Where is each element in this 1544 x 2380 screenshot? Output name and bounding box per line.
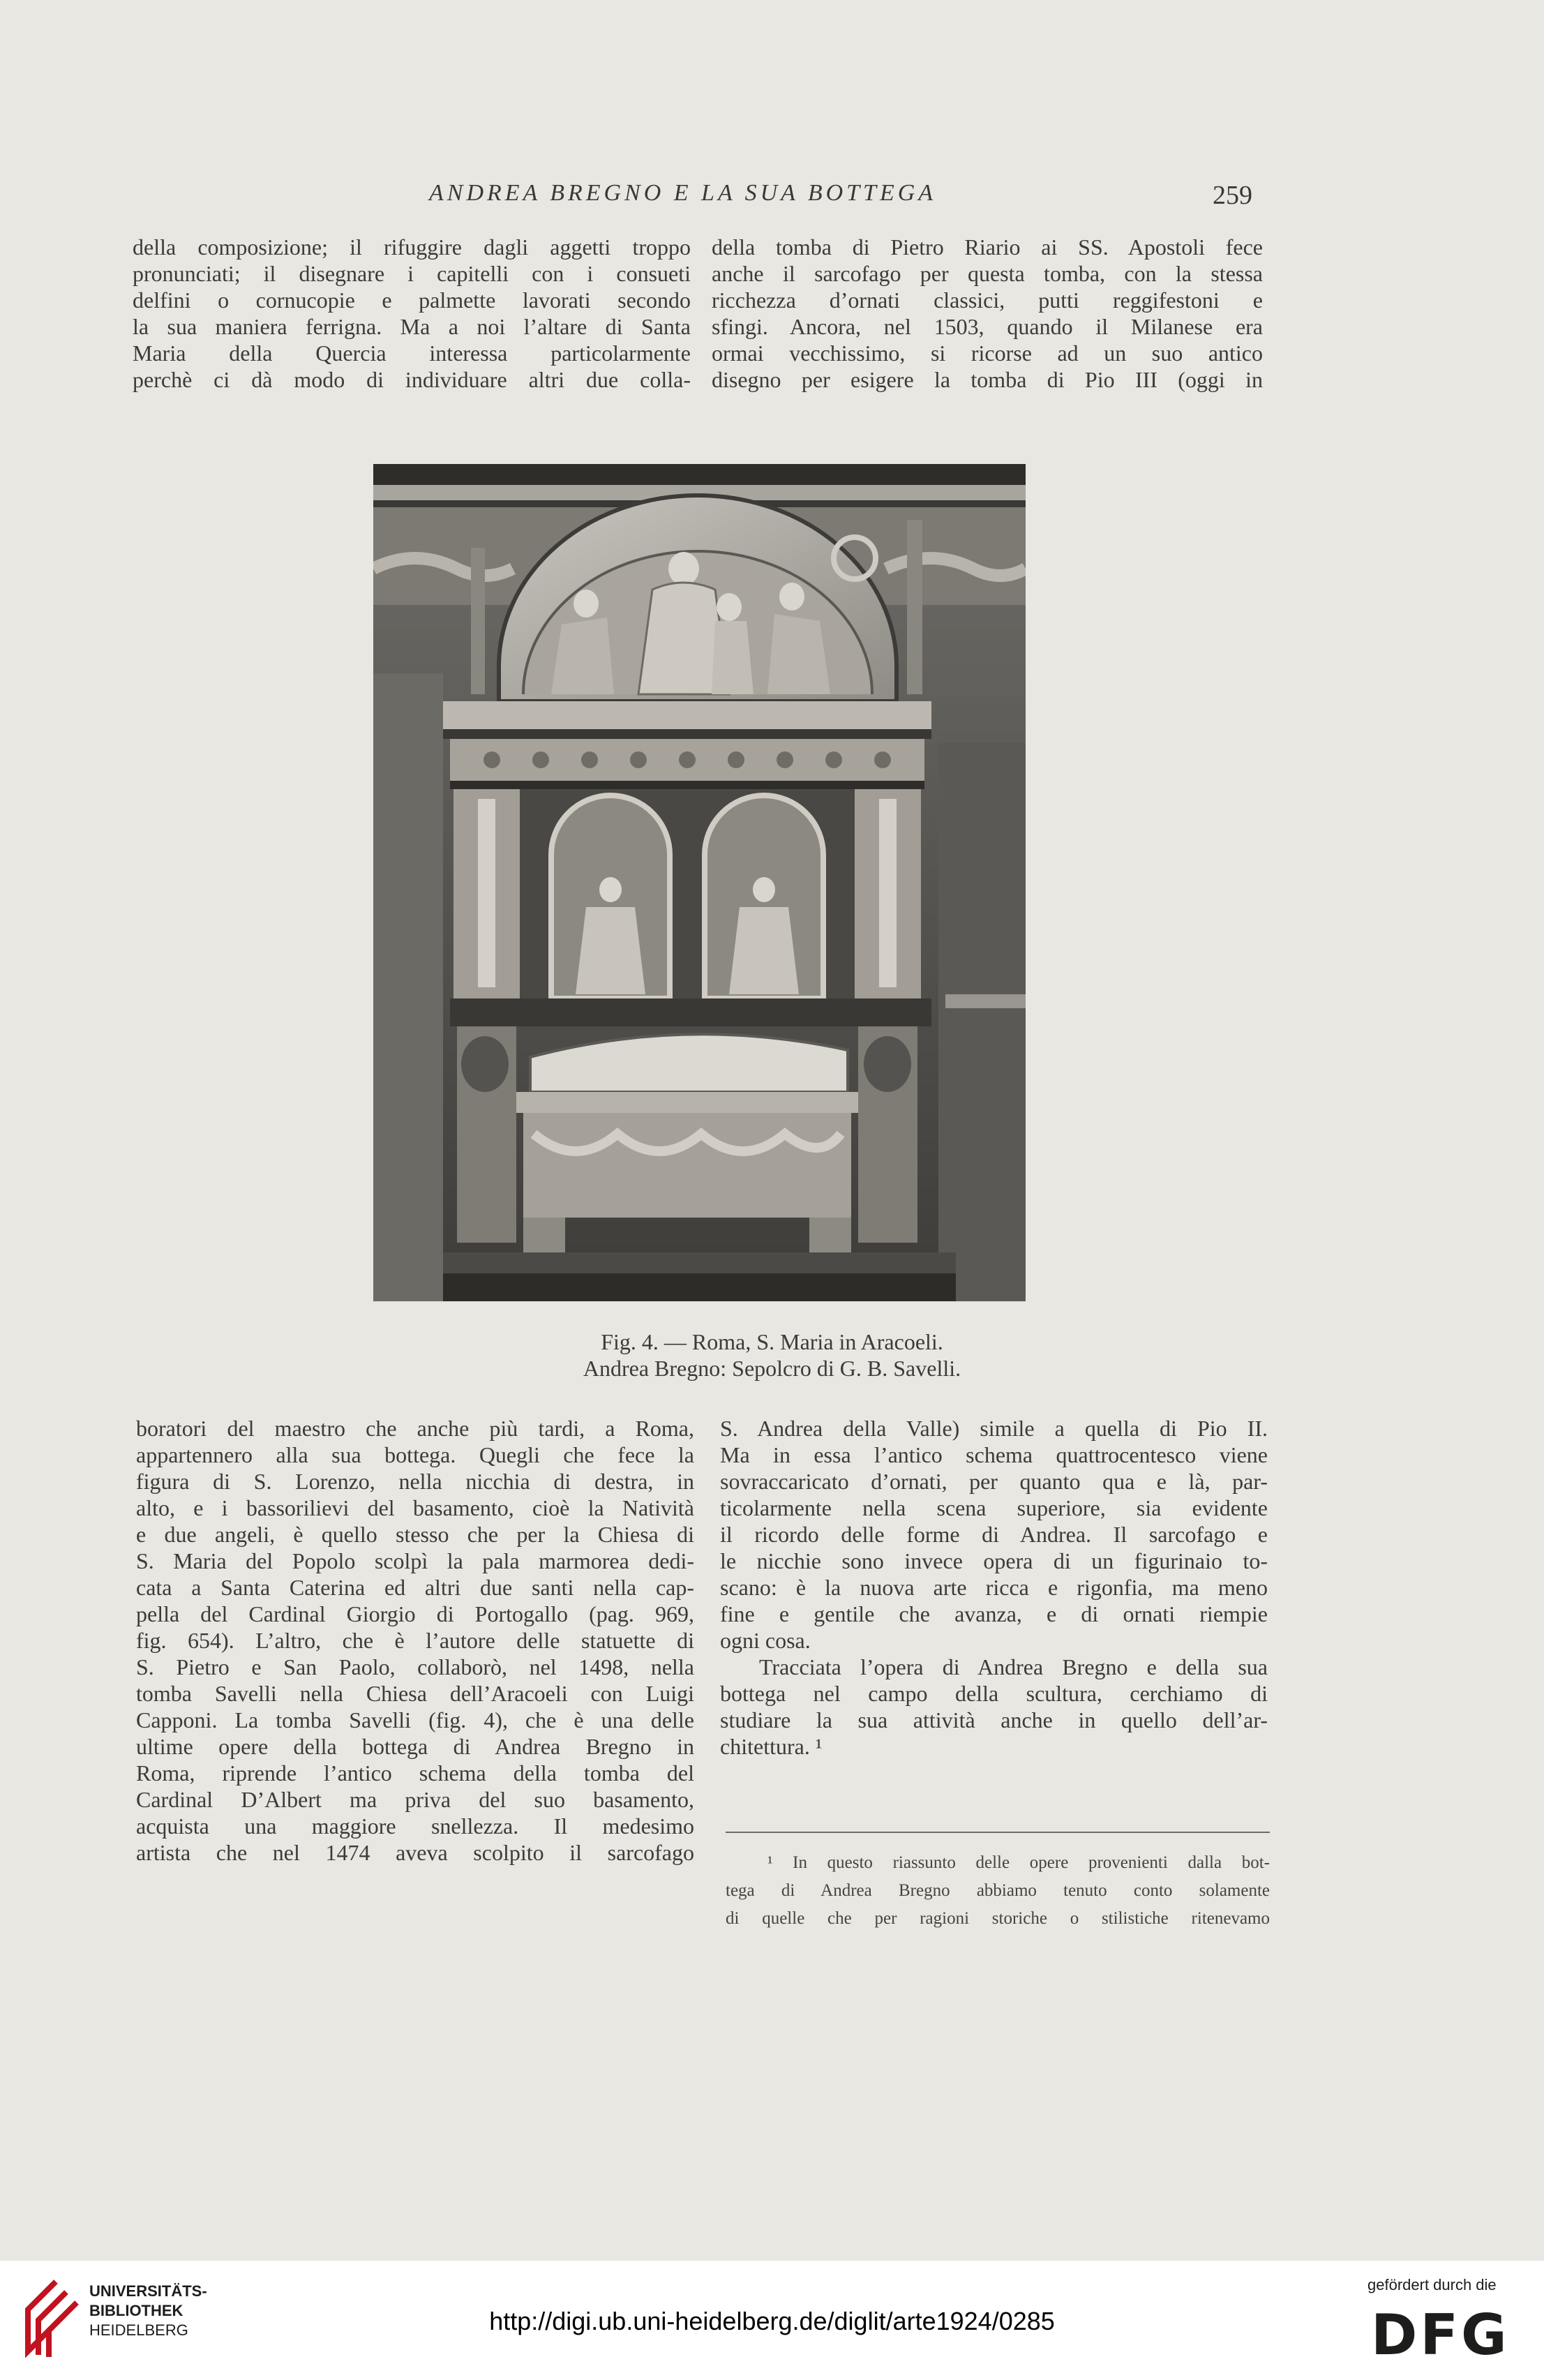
page-number: 259 <box>1213 181 1252 210</box>
text-line: boratori del maestro che anche più tardi, a Roma, <box>136 1416 694 1441</box>
text-line: ultime opere della bottega di Andrea Bregno in <box>136 1734 694 1759</box>
text-line: la sua maniera ferrigna. Ma a noi l’altare di Santa <box>133 314 691 339</box>
text-line: bottega nel campo della scultura, cerchiamo di <box>720 1681 1268 1706</box>
text-line: Tracciata l’opera di Andrea Bregno e della sua <box>759 1654 1268 1679</box>
dfg-logo: DFG <box>1371 2303 1510 2367</box>
text-line: il ricordo delle forme di Andrea. Il sarcofago e <box>720 1522 1268 1547</box>
text-line: cata a Santa Caterina ed altri due santi nella cap- <box>136 1575 694 1600</box>
text-line: sovraccaricato d’ornati, per quanto qua e là, par- <box>720 1469 1268 1494</box>
tomb-photograph-image <box>373 464 1026 1301</box>
text-line: Cardinal D’Albert ma priva del suo basamento, <box>136 1787 694 1812</box>
funder-label: gefördert durch die <box>1367 2276 1497 2293</box>
text-line: artista che nel 1474 aveva scolpito il sarcofago <box>136 1840 694 1865</box>
text-line: chitettura. ¹ <box>720 1734 823 1759</box>
text-column-top-left <box>133 234 691 393</box>
permalink-url[interactable]: http://digi.ub.uni-heidelberg.de/diglit/arte1924/0285 <box>489 2307 1055 2335</box>
text-line: della tomba di Pietro Riario ai SS. Apostoli fece <box>712 234 1263 260</box>
text-line: scano: è la nuova arte ricca e rigonfia, ma meno <box>720 1575 1268 1600</box>
text-line: Roma, riprende l’antico schema della tomba del <box>136 1760 694 1786</box>
running-title: ANDREA BREGNO E LA SUA BOTTEGA <box>429 180 937 206</box>
text-line: appartennero alla sua bottega. Quegli che fece la <box>136 1442 694 1467</box>
text-line: e due angeli, è quello stesso che per la Chiesa di <box>136 1522 694 1547</box>
text-line: anche il sarcofago per questa tomba, con la stessa <box>712 261 1263 286</box>
text-line: della composizione; il rifuggire dagli aggetti troppo <box>133 234 691 260</box>
text-line: studiare la sua attività anche in quello dell’ar- <box>720 1707 1268 1732</box>
text-line: Capponi. La tomba Savelli (fig. 4), che è una delle <box>136 1707 694 1732</box>
text-line: delfini o cornucopie e palmette lavorati secondo <box>133 287 691 313</box>
text-line: ogni cosa. <box>720 1628 811 1653</box>
footnote-line: ¹ In questo riassunto delle opere provenienti dalla bot- <box>767 1853 1270 1872</box>
text-line: ormai vecchissimo, si ricorse ad un suo antico <box>712 340 1263 366</box>
library-name-line-2: BIBLIOTHEK <box>89 2302 183 2319</box>
figure-caption-line-1: Fig. 4. — Roma, S. Maria in Aracoeli. <box>601 1329 943 1354</box>
text-line: le nicchie sono invece opera di un figurinaio to- <box>720 1548 1268 1573</box>
text-line: Maria della Quercia interessa particolarmente <box>133 340 691 366</box>
text-column-top-right <box>712 234 1263 393</box>
text-line: disegno per esigere la tomba di Pio III (oggi in <box>712 367 1263 392</box>
text-line: acquista una maggiore snellezza. Il medesimo <box>136 1813 694 1839</box>
text-column-bottom-right <box>720 1415 1268 1760</box>
text-line: fine e gentile che avanza, e di ornati riempie <box>720 1601 1268 1626</box>
digitization-footer <box>0 2261 1544 2380</box>
library-name-line-3: HEIDELBERG <box>89 2321 188 2339</box>
text-line: Ma in essa l’antico schema quattrocentesco viene <box>720 1442 1268 1467</box>
text-line: figura di S. Lorenzo, nella nicchia di destra, in <box>136 1469 694 1494</box>
text-column-bottom-left <box>136 1415 694 1866</box>
text-line: S. Pietro e San Paolo, collaborò, nel 1498, nella <box>136 1654 694 1679</box>
text-line: alto, e i bassorilievi del basamento, cioè la Natività <box>136 1495 694 1520</box>
figure-caption-line-2: Andrea Bregno: Sepolcro di G. B. Savelli. <box>583 1356 961 1381</box>
text-line: ticolarmente nella scena superiore, sia evidente <box>720 1495 1268 1520</box>
footnote-divider <box>726 1832 1270 1833</box>
text-line: pella del Cardinal Giorgio di Portogallo (pag. 969, <box>136 1601 694 1626</box>
text-line: pronunciati; il disegnare i capitelli con i consueti <box>133 261 691 286</box>
figure-photograph <box>373 464 1026 1301</box>
footnote <box>726 1849 1270 1933</box>
library-name-line-1: UNIVERSITÄTS- <box>89 2282 207 2300</box>
text-line: sfingi. Ancora, nel 1503, quando il Milanese era <box>712 314 1263 339</box>
text-line: ricchezza d’ornati classici, putti reggifestoni e <box>712 287 1263 313</box>
footnote-line: di quelle che per ragioni storiche o stilistiche ritenevamo <box>726 1909 1270 1928</box>
footnote-line: tega di Andrea Bregno abbiamo tenuto conto solamente <box>726 1881 1270 1900</box>
text-line: S. Andrea della Valle) simile a quella di Pio II. <box>720 1416 1268 1441</box>
text-line: perchè ci dà modo di individuare altri due colla- <box>133 367 691 392</box>
running-head <box>0 180 1544 215</box>
text-line: tomba Savelli nella Chiesa dell’Aracoeli con Luigi <box>136 1681 694 1706</box>
text-line: S. Maria del Popolo scolpì la pala marmorea dedi- <box>136 1548 694 1573</box>
text-line: fig. 654). L’altro, che è l’autore delle statuette di <box>136 1628 694 1653</box>
